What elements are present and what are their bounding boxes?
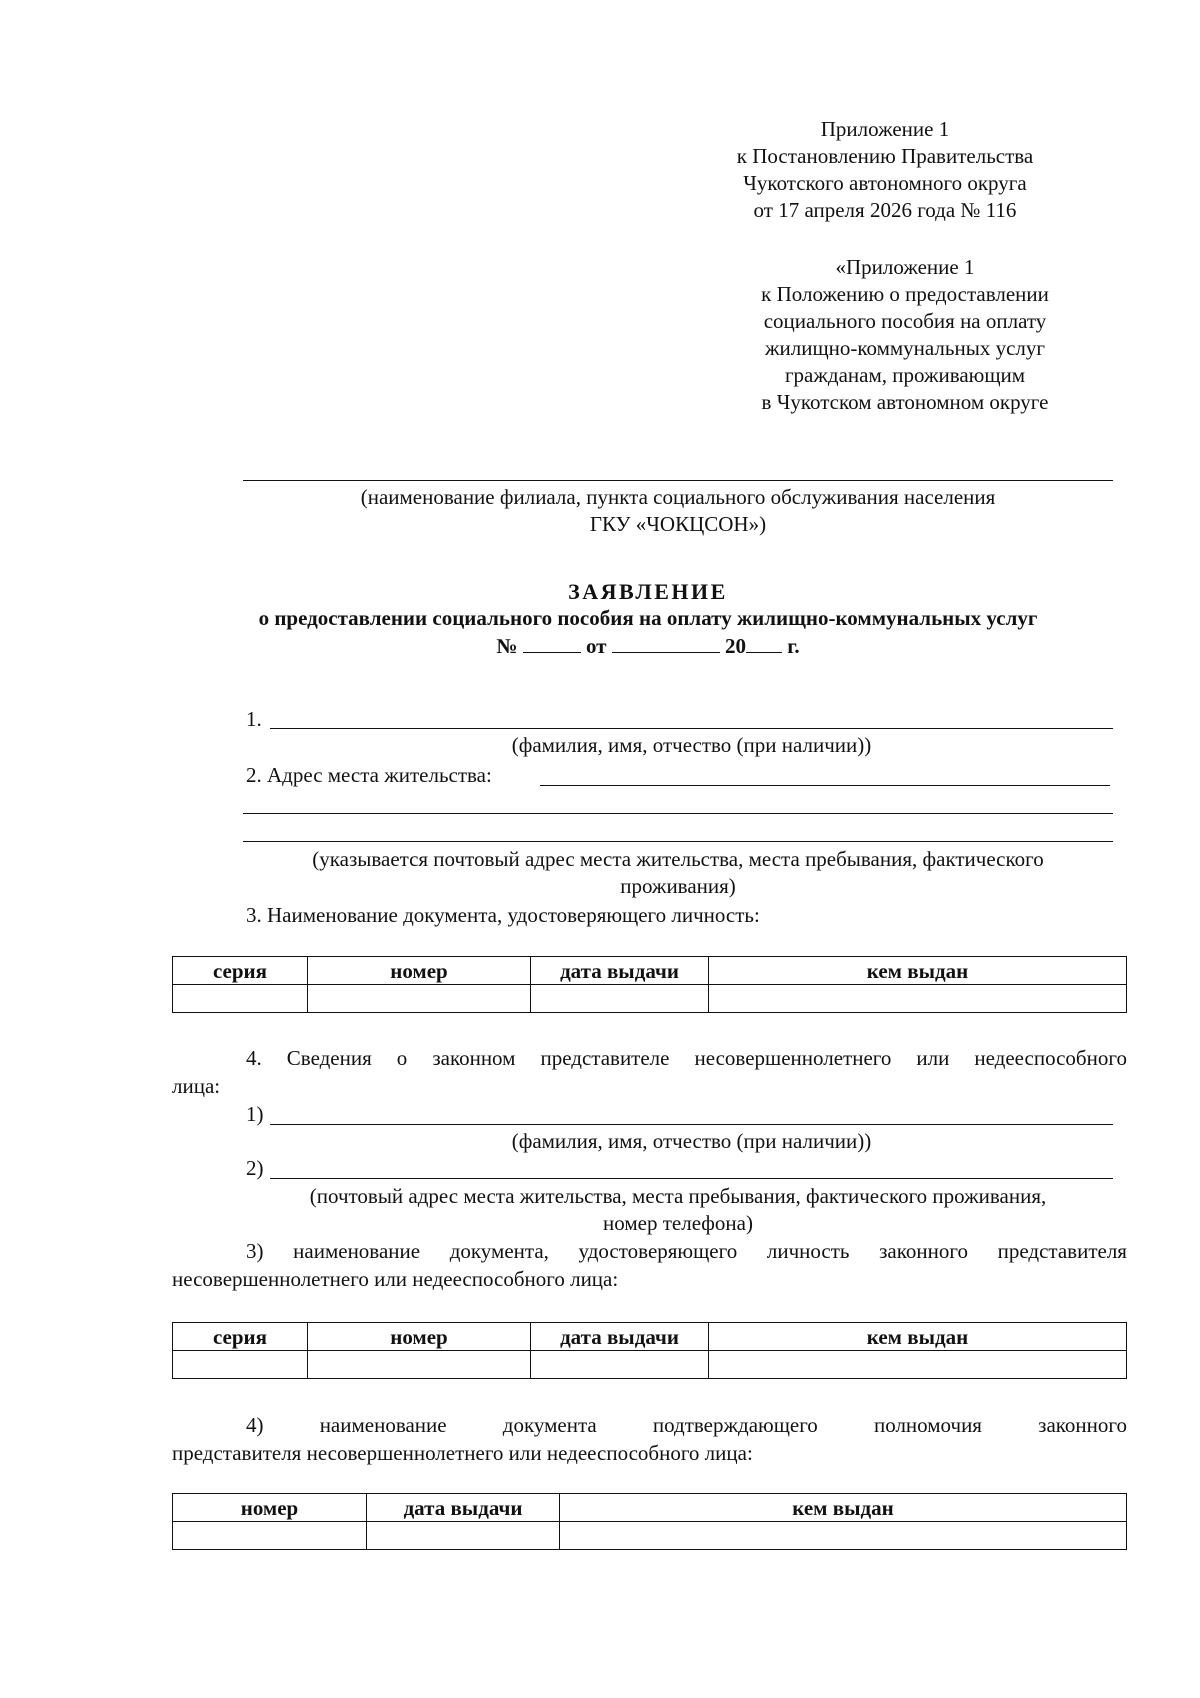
col-issued-by: кем выдан [709, 957, 1127, 985]
issued-by-cell[interactable] [709, 1351, 1127, 1379]
id-document-table [172, 956, 1127, 1013]
word: личность [766, 1239, 850, 1263]
application-date-blank[interactable] [612, 632, 720, 653]
col-issue-date: дата выдачи [531, 1323, 709, 1351]
title-subtitle: о предоставлении социального пособия на оплату жилищно-коммунальных услуг [258, 606, 1038, 630]
word: полномочия [873, 1413, 982, 1437]
branch-caption-line2: ГКУ «ЧОКЦСОН») [589, 512, 767, 536]
col-series: серия [173, 957, 308, 985]
table-row [173, 1522, 1127, 1550]
col-number: номер [308, 1323, 531, 1351]
word: о [396, 1046, 408, 1070]
application-title [150, 578, 1146, 660]
number-cell[interactable] [308, 1351, 531, 1379]
appendix-line: к Положению о предоставлении [761, 282, 1049, 306]
word: 4) [246, 1413, 264, 1437]
word: удостоверяющего [578, 1239, 738, 1263]
word: подтверждающего [652, 1413, 818, 1437]
word: законного [1038, 1413, 1127, 1437]
issued-by-cell[interactable] [560, 1522, 1127, 1550]
rep-address-caption-line2: номер телефона) [603, 1211, 753, 1235]
word: документа, [449, 1239, 549, 1263]
rep-id-heading [246, 1238, 1127, 1265]
item4-heading [246, 1045, 1127, 1072]
rep-address-label: 2) [246, 1156, 264, 1180]
item1-label: 1. [246, 707, 262, 731]
table-row [173, 1351, 1127, 1379]
word: 4. [246, 1046, 262, 1070]
item4-continuation: лица: [172, 1074, 221, 1098]
word: или [916, 1046, 950, 1070]
full-name-line[interactable] [270, 728, 1113, 729]
issue-date-cell[interactable] [531, 1351, 709, 1379]
appendix-line: социального пособия на оплату [763, 309, 1047, 333]
application-year-blank[interactable] [746, 632, 782, 653]
number-cell[interactable] [308, 985, 531, 1013]
address-line-2[interactable] [243, 813, 1113, 814]
application-number-blank[interactable] [523, 632, 581, 653]
rep-name-label: 1) [246, 1102, 264, 1126]
rep-name-line[interactable] [270, 1124, 1113, 1125]
branch-name-line[interactable] [243, 480, 1113, 481]
address-label: 2. Адрес места жительства: [246, 763, 492, 787]
regulation-appendix-header [720, 254, 1090, 416]
word: несовершеннолетнего [694, 1046, 892, 1070]
word: представителя [997, 1239, 1127, 1263]
title-number-line [150, 632, 1146, 660]
word: документа [502, 1413, 597, 1437]
rep-address-line[interactable] [270, 1178, 1113, 1179]
authority-document-table [172, 1493, 1127, 1550]
number-sign: № [496, 634, 518, 658]
table-header-row [173, 957, 1127, 985]
year-suffix: г. [787, 634, 800, 658]
series-cell[interactable] [173, 1351, 308, 1379]
word: наименование [293, 1239, 421, 1263]
year-prefix: 20 [724, 634, 746, 658]
address-line-3[interactable] [243, 841, 1113, 842]
table-row [173, 985, 1127, 1013]
full-name-caption: (фамилия, имя, отчество (при наличии)) [511, 733, 872, 757]
issued-by-cell[interactable] [709, 985, 1127, 1013]
rep-id-document-table [172, 1322, 1127, 1379]
appendix-line: Чукотского автономного округа [743, 171, 1027, 195]
appendix-line: гражданам, проживающим [784, 363, 1026, 387]
table-header-row [173, 1323, 1127, 1351]
rep-name-caption: (фамилия, имя, отчество (при наличии)) [511, 1129, 872, 1153]
address-caption-line2: проживания) [620, 874, 736, 898]
col-issued-by: кем выдан [709, 1323, 1127, 1351]
appendix-line: Приложение 1 [820, 117, 950, 141]
table-header-row [173, 1494, 1127, 1522]
word: недееспособного [974, 1046, 1127, 1070]
from-label: от [585, 634, 607, 658]
rep-id-continuation: несовершеннолетнего или недееспособного лица: [172, 1267, 619, 1291]
word: 3) [246, 1239, 264, 1263]
authority-continuation: представителя несовершеннолетнего или недееспособного лица: [172, 1441, 753, 1465]
series-cell[interactable] [173, 985, 308, 1013]
word: Сведения [286, 1046, 372, 1070]
col-number: номер [173, 1494, 367, 1522]
issue-date-cell[interactable] [531, 985, 709, 1013]
appendix-line: «Приложение 1 [835, 255, 975, 279]
authority-heading [246, 1412, 1127, 1439]
issue-date-cell[interactable] [367, 1522, 560, 1550]
address-line-1[interactable] [540, 785, 1110, 786]
appendix-line: жилищно-коммунальных услуг [765, 336, 1045, 360]
word: наименование [319, 1413, 447, 1437]
col-issued-by: кем выдан [560, 1494, 1127, 1522]
number-cell[interactable] [173, 1522, 367, 1550]
col-issue-date: дата выдачи [367, 1494, 560, 1522]
col-series: серия [173, 1323, 308, 1351]
col-issue-date: дата выдачи [531, 957, 709, 985]
address-caption-line1: (указывается почтовый адрес места жительства, места пребывания, фактического [312, 847, 1044, 871]
id-document-label: 3. Наименование документа, удостоверяющего личность: [246, 903, 760, 927]
word: представителе [540, 1046, 670, 1070]
branch-caption-line1: (наименование филиала, пункта социального обслуживания населения [360, 485, 996, 509]
col-number: номер [308, 957, 531, 985]
word: законного [879, 1239, 968, 1263]
appendix-header [700, 116, 1070, 224]
rep-address-caption-line1: (почтовый адрес места жительства, места пребывания, фактического проживания, [309, 1184, 1047, 1208]
word: законном [432, 1046, 516, 1070]
title-heading: ЗАЯВЛЕНИЕ [568, 579, 728, 604]
appendix-line: от 17 апреля 2026 года № 116 [753, 198, 1017, 222]
appendix-line: в Чукотском автономном округе [761, 390, 1049, 414]
appendix-line: к Постановлению Правительства [736, 144, 1034, 168]
